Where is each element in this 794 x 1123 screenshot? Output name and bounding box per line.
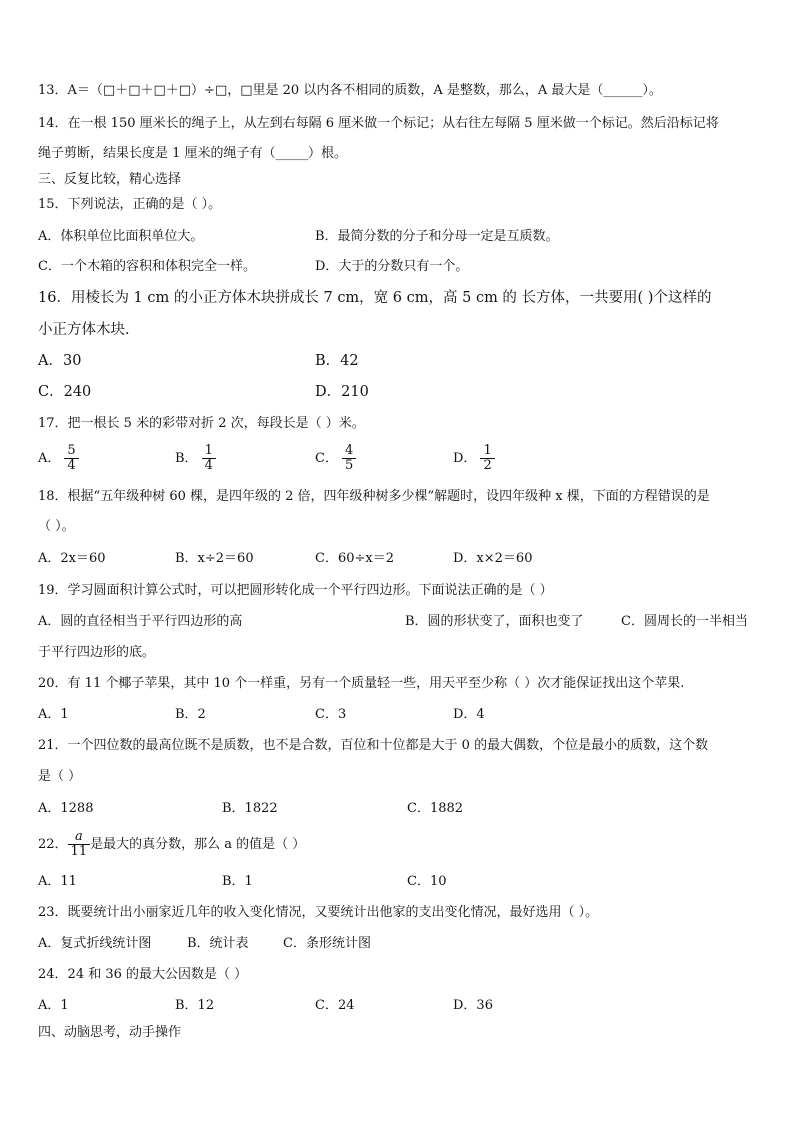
fraction-numerator: 1 xyxy=(480,444,494,459)
section-3-heading: 三、反复比较，精心选择 xyxy=(38,172,182,187)
question-15-option-c: C．一个木箱的容积和体积完全一样。 xyxy=(38,259,256,274)
question-21-line-2: 是（ ） xyxy=(38,769,82,784)
question-22-stem xyxy=(38,830,305,859)
fraction-numerator: 4 xyxy=(342,444,356,459)
fraction xyxy=(68,830,91,859)
question-15-stem: 15．下列说法，正确的是（ ）。 xyxy=(38,197,222,212)
option-label: D． xyxy=(453,451,477,466)
option-label: C． xyxy=(315,451,338,466)
question-17-option-c xyxy=(315,444,356,473)
fraction xyxy=(342,444,356,473)
question-16-line-1: 16．用棱长为 1 cm 的小正方体木块拼成长 7 cm，宽 6 cm，高 5 cm 的 长方体，一共要用( )个这样的 xyxy=(38,290,712,306)
option-label: A． xyxy=(38,451,61,466)
question-21-line-1: 21．一个四位数的最高位既不是质数，也不是合数，百位和十位都是大于 0 的最大偶数，个位是最小的质数，这个数 xyxy=(38,738,709,753)
fraction xyxy=(202,444,216,473)
fraction-denominator: 4 xyxy=(204,458,213,473)
question-21-option-b: B．1822 xyxy=(222,801,278,816)
question-20-stem: 20．有 11 个椰子苹果，其中 10 个一样重，另有一个质量轻一些，用天平至少称（ ）次才能保证找出这个苹果. xyxy=(38,676,685,691)
question-19-option-c-continued: 于平行四边形的底。 xyxy=(38,645,156,660)
question-21-option-a: A．1288 xyxy=(38,801,94,816)
question-24-stem: 24．24 和 36 的最大公因数是（ ） xyxy=(38,967,248,982)
fraction-denominator: 4 xyxy=(67,458,76,473)
question-18-option-d: D．x×2＝60 xyxy=(453,551,533,566)
question-15-option-d: D．大于的分数只有一个。 xyxy=(315,259,469,274)
option-label: B． xyxy=(175,451,198,466)
question-23-option-a: A．复式折线统计图 xyxy=(38,936,152,951)
question-number: 22． xyxy=(38,837,68,852)
question-15-option-b: B．最简分数的分子和分母一定是互质数。 xyxy=(315,229,559,244)
question-18-option-a: A．2x＝60 xyxy=(38,551,106,566)
question-17-option-b xyxy=(175,444,216,473)
question-23-option-b: B．统计表 xyxy=(187,936,249,951)
question-14-line-1: 14．在一根 150 厘米长的绳子上，从左到右每隔 6 厘米做一个标记；从右往左每隔 5 厘米做一个标记。然后沿标记将 xyxy=(38,116,719,131)
question-24-option-c: C．24 xyxy=(315,998,355,1013)
question-18-line-1: 18．根据“五年级种树 60 棵，是四年级的 2 倍，四年级种树多少棵”解题时，设四年级种 x 棵，下面的方程错误的是 xyxy=(38,489,710,504)
section-4-heading: 四、动脑思考，动手操作 xyxy=(38,1025,182,1040)
question-19-option-a: A．圆的直径相当于平行四边形的高 xyxy=(38,614,243,629)
question-22-option-a: A．11 xyxy=(38,874,77,889)
fraction-denominator: 2 xyxy=(483,458,492,473)
question-19-option-c: C．圆周长的一半相当 xyxy=(621,614,748,629)
question-21-option-c: C．1882 xyxy=(407,801,464,816)
question-13: 13．A＝（□＋□＋□＋□）÷□，□里是 20 以内各不相同的质数，A 是整数，那么，A 最大是（______）。 xyxy=(38,83,662,98)
question-17-option-a xyxy=(38,444,79,473)
question-18-option-b: B．x÷2＝60 xyxy=(175,551,254,566)
question-22-option-c: C．10 xyxy=(407,874,447,889)
fraction-denominator: 11 xyxy=(70,844,88,859)
fraction xyxy=(480,444,494,473)
question-16-option-d: D．210 xyxy=(315,384,369,400)
question-19-stem: 19．学习圆面积计算公式时，可以把圆形转化成一个平行四边形。下面说法正确的是（ ） xyxy=(38,583,553,598)
question-20-option-d: D．4 xyxy=(453,707,485,722)
question-16-option-c: C．240 xyxy=(38,384,92,400)
question-23-stem: 23．既要统计出小丽家近几年的收入变化情况，又要统计出他家的支出变化情况，最好选用（ ）。 xyxy=(38,905,599,920)
question-14-line-2: 绳子剪断，结果长度是 1 厘米的绳子有（_____）根。 xyxy=(38,146,348,161)
question-18-line-2: （ ）。 xyxy=(38,519,75,534)
question-20-option-c: C．3 xyxy=(315,707,347,722)
question-17-option-d xyxy=(453,444,495,473)
question-24-option-a: A．1 xyxy=(38,998,69,1013)
question-24-option-b: B．12 xyxy=(175,998,215,1013)
question-text: 是最大的真分数，那么 a 的值是（ ） xyxy=(90,837,306,852)
question-20-option-a: A．1 xyxy=(38,707,69,722)
question-24-option-d: D．36 xyxy=(453,998,493,1013)
question-17-stem: 17．把一根长 5 米的彩带对折 2 次，每段长是（ ）米。 xyxy=(38,416,365,431)
question-22-option-b: B．1 xyxy=(222,874,253,889)
question-16-option-a: A．30 xyxy=(38,353,82,369)
fraction-numerator: 1 xyxy=(202,444,216,459)
fraction xyxy=(64,444,78,473)
fraction-denominator: 5 xyxy=(344,458,354,473)
question-16-option-b: B．42 xyxy=(315,353,359,369)
question-16-line-2: 小正方体木块. xyxy=(38,322,130,338)
question-15-option-a: A．体积单位比面积单位大。 xyxy=(38,229,204,244)
fraction-numerator: a xyxy=(68,830,91,845)
fraction-numerator: 5 xyxy=(64,444,78,459)
question-20-option-b: B．2 xyxy=(175,707,206,722)
question-19-option-b: B．圆的形状变了，面积也变了 xyxy=(405,614,584,629)
question-23-option-c: C．条形统计图 xyxy=(283,936,371,951)
question-18-option-c: C．60÷x＝2 xyxy=(315,551,394,566)
